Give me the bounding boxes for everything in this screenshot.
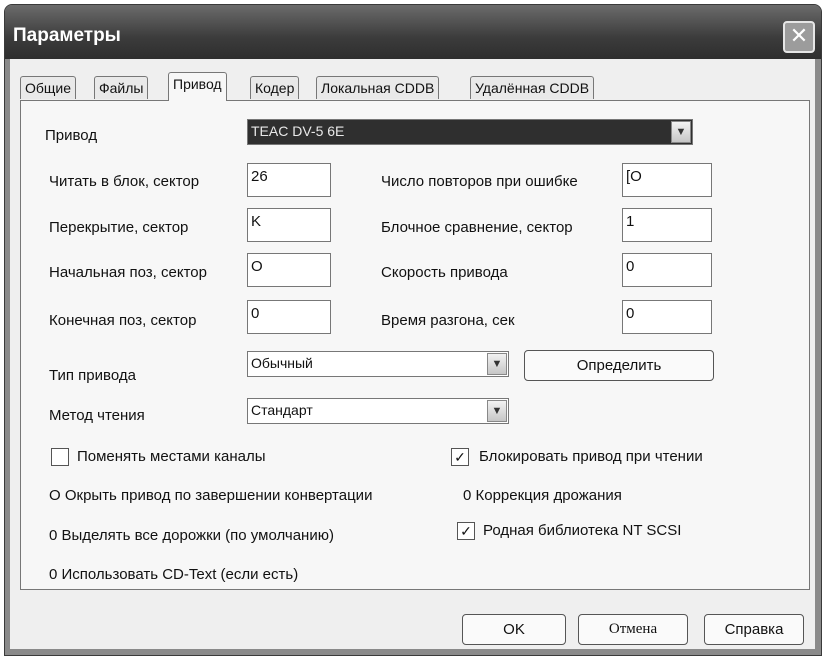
- drive-select-value: TEAC DV-5 6E: [251, 123, 345, 139]
- spinup-time-label: Время разгона, сек: [381, 312, 515, 329]
- block-compare-input[interactable]: 1: [622, 208, 712, 242]
- start-pos-label: Начальная поз, сектор: [49, 264, 207, 281]
- ok-button[interactable]: OK: [462, 614, 566, 645]
- drive-type-select[interactable]: [247, 351, 509, 377]
- block-compare-label: Блочное сравнение, сектор: [381, 219, 573, 236]
- drive-speed-label: Скорость привода: [381, 264, 508, 281]
- chevron-down-icon[interactable]: ▼: [671, 121, 691, 143]
- dialog-window: [4, 4, 822, 656]
- retry-count-label: Число повторов при ошибке: [381, 173, 578, 190]
- read-method-select[interactable]: [247, 398, 509, 424]
- drive-type-select-value: Обычный: [251, 355, 313, 371]
- swap-channels-label: Поменять местами каналы: [77, 448, 266, 465]
- start-pos-input[interactable]: O: [247, 253, 331, 287]
- help-button[interactable]: Справка: [704, 614, 804, 645]
- retry-count-input[interactable]: [O: [622, 163, 712, 197]
- native-scsi-checkbox[interactable]: [457, 522, 475, 540]
- drive-label: Привод: [45, 127, 98, 144]
- tab-remote-cddb[interactable]: Удалённая CDDB: [470, 76, 594, 99]
- chevron-down-icon[interactable]: ▼: [487, 400, 507, 422]
- open-drive-option[interactable]: О Окрыть привод по завершении конвертации: [49, 487, 373, 504]
- read-method-label: Метод чтения: [49, 407, 145, 424]
- select-all-tracks-option[interactable]: 0 Выделять все дорожки (по умолчанию): [49, 527, 334, 544]
- lock-drive-checkbox[interactable]: [451, 448, 469, 466]
- cd-text-option[interactable]: 0 Использовать CD-Text (если есть): [49, 566, 299, 583]
- end-pos-label: Конечная поз, сектор: [49, 312, 197, 329]
- read-method-select-value: Стандарт: [251, 402, 313, 418]
- read-block-input[interactable]: 26: [247, 163, 331, 197]
- drive-speed-input[interactable]: 0: [622, 253, 712, 287]
- title-bar: [5, 5, 821, 59]
- overlap-input[interactable]: K: [247, 208, 331, 242]
- tab-drive[interactable]: Привод: [168, 72, 227, 101]
- close-button[interactable]: ✕: [783, 21, 815, 53]
- detect-button[interactable]: Определить: [524, 350, 714, 381]
- tab-general[interactable]: Общие: [20, 76, 76, 99]
- tab-encoder[interactable]: Кодер: [250, 76, 299, 99]
- window-title: Параметры: [13, 25, 121, 46]
- tab-local-cddb[interactable]: Локальная CDDB: [316, 76, 439, 99]
- swap-channels-checkbox[interactable]: [51, 448, 69, 466]
- native-scsi-label: Родная библиотека NT SCSI: [483, 522, 682, 539]
- read-block-label: Читать в блок, сектор: [49, 173, 200, 190]
- dialog-client-area: [10, 59, 815, 649]
- overlap-label: Перекрытие, сектор: [49, 219, 189, 236]
- tab-files[interactable]: Файлы: [94, 76, 148, 99]
- spinup-time-input[interactable]: 0: [622, 300, 712, 334]
- jitter-correction-option[interactable]: 0 Коррекция дрожания: [463, 487, 622, 504]
- check-icon: ✓: [460, 523, 472, 539]
- check-icon: ✓: [454, 449, 466, 465]
- drive-type-label: Тип привода: [49, 367, 136, 384]
- drive-settings-panel: [20, 100, 810, 590]
- end-pos-input[interactable]: 0: [247, 300, 331, 334]
- drive-select[interactable]: [247, 119, 693, 145]
- chevron-down-icon[interactable]: ▼: [487, 353, 507, 375]
- lock-drive-label: Блокировать привод при чтении: [479, 448, 703, 465]
- cancel-button[interactable]: Отмена: [578, 614, 688, 645]
